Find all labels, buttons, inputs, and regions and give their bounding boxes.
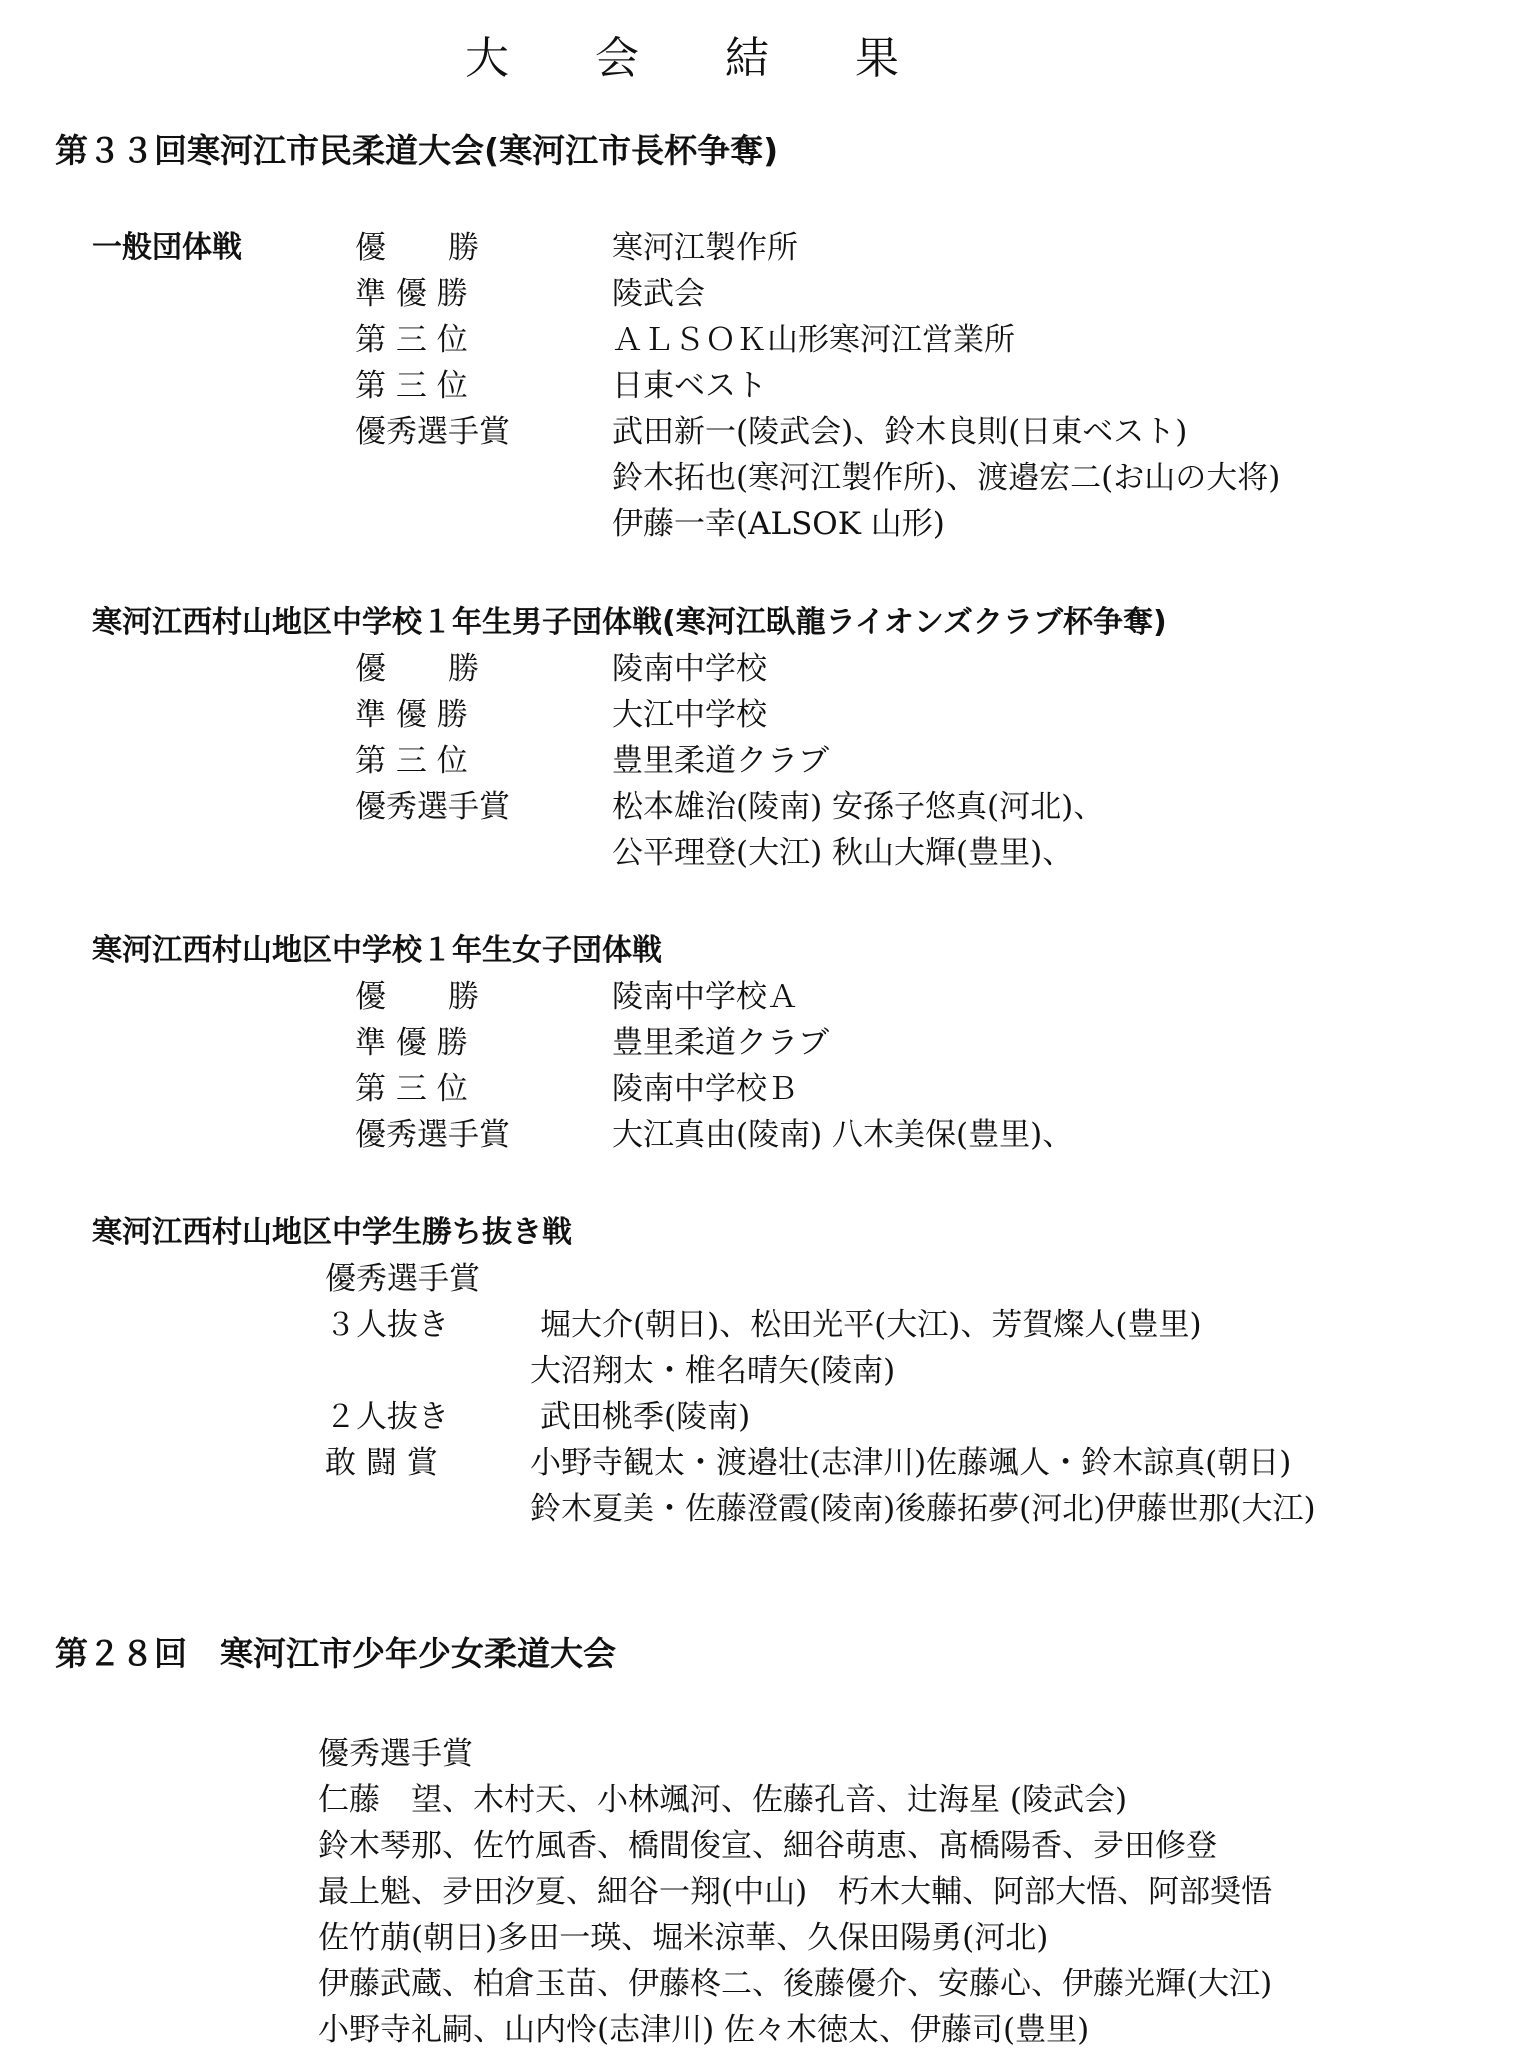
boys-value-mvp: 松本雄治(陵南) 安孫子悠真(河北)、: [612, 789, 1105, 825]
team-label-runner-up: 準 優 勝: [355, 276, 468, 312]
girls-value-winner: 陵南中学校Ａ: [612, 979, 798, 1015]
kachinuki-award: 優秀選手賞: [325, 1261, 480, 1297]
boys-label-runner-up: 準 優 勝: [355, 697, 468, 733]
girls-label-winner: 優 勝: [355, 979, 479, 1015]
boys-value-third: 豊里柔道クラブ: [612, 743, 829, 779]
team-label-winner: 優 勝: [355, 230, 479, 266]
kachinuki-three-2: 大沼翔太・椎名晴矢(陵南): [530, 1353, 896, 1389]
girls-label-runner-up: 準 優 勝: [355, 1025, 468, 1061]
kachinuki-fight-1: 小野寺観太・渡邉壮(志津川)佐藤颯人・鈴木諒真(朝日): [530, 1445, 1292, 1481]
boys-heading: 寒河江西村山地区中学校１年生男子団体戦(寒河江臥龍ライオンズクラブ杯争奪): [92, 605, 1167, 640]
kachinuki-three-1: 堀大介(朝日)、松田光平(大江)、芳賀燦人(豊里): [540, 1307, 1202, 1343]
team-value-third-1: ＡＬＳＯＫ山形寒河江営業所: [612, 322, 1015, 358]
team-value-winner: 寒河江製作所: [612, 230, 798, 266]
section2-line: 鈴木琴那、佐竹風香、橋間俊宣、細谷萌恵、髙橋陽香、夛田修登: [318, 1828, 1217, 1864]
section2-line: 小野寺礼嗣、山内怜(志津川) 佐々木徳太、伊藤司(豊里): [318, 2012, 1090, 2048]
section1-heading: 第３３回寒河江市民柔道大会(寒河江市長杯争奪): [55, 131, 779, 170]
girls-value-mvp: 大江真由(陵南) 八木美保(豊里)、: [612, 1117, 1074, 1153]
section2-line: 仁藤 望、木村天、小林颯河、佐藤孔音、辻海星 (陵武会): [318, 1782, 1128, 1818]
section2-line: 佐竹萠(朝日)多田一瑛、堀米涼華、久保田陽勇(河北): [318, 1920, 1049, 1956]
team-value-mvp: 武田新一(陵武会)、鈴木良則(日東ベスト): [612, 414, 1188, 450]
girls-value-third: 陵南中学校Ｂ: [612, 1071, 798, 1107]
team-label-mvp: 優秀選手賞: [355, 414, 510, 450]
section2-award: 優秀選手賞: [318, 1736, 473, 1772]
section2-line: 伊藤武蔵、柏倉玉苗、伊藤柊二、後藤優介、安藤心、伊藤光輝(大江): [318, 1966, 1273, 2002]
girls-value-runner-up: 豊里柔道クラブ: [612, 1025, 829, 1061]
girls-label-third: 第 三 位: [355, 1071, 468, 1107]
boys-value-winner: 陵南中学校: [612, 651, 767, 687]
section2-line: 最上魁、夛田汐夏、細谷一翔(中山) 朽木大輔、阿部大悟、阿部奨悟: [318, 1874, 1273, 1910]
team-value-third-2: 日東ベスト: [612, 368, 767, 404]
team-heading: 一般団体戦: [92, 230, 242, 265]
boys-mvp-extra: 公平理登(大江) 秋山大輝(豊里)、: [612, 835, 1074, 871]
boys-label-mvp: 優秀選手賞: [355, 789, 510, 825]
kachinuki-heading: 寒河江西村山地区中学生勝ち抜き戦: [92, 1215, 572, 1250]
kachinuki-fight-label: 敢 闘 賞: [325, 1445, 438, 1481]
team-value-runner-up: 陵武会: [612, 276, 705, 312]
team-label-third-2: 第 三 位: [355, 368, 468, 404]
girls-label-mvp: 優秀選手賞: [355, 1117, 510, 1153]
kachinuki-three-label: ３人抜き: [325, 1307, 449, 1343]
boys-label-third: 第 三 位: [355, 743, 468, 779]
kachinuki-fight-2: 鈴木夏美・佐藤澄霞(陵南)後藤拓夢(河北)伊藤世那(大江): [530, 1491, 1316, 1527]
boys-value-runner-up: 大江中学校: [612, 697, 767, 733]
kachinuki-two-label: ２人抜き: [325, 1399, 449, 1435]
team-label-third-1: 第 三 位: [355, 322, 468, 358]
girls-heading: 寒河江西村山地区中学校１年生女子団体戦: [92, 933, 662, 968]
team-mvp-extra-1: 鈴木拓也(寒河江製作所)、渡邉宏二(お山の大将): [612, 460, 1281, 496]
kachinuki-two-1: 武田桃季(陵南): [540, 1399, 751, 1435]
section2-heading: 第２８回 寒河江市少年少女柔道大会: [55, 1634, 616, 1673]
boys-label-winner: 優 勝: [355, 651, 479, 687]
team-mvp-extra-2: 伊藤一幸(ALSOK 山形): [612, 506, 945, 542]
page-title: 大 会 結 果: [465, 33, 935, 84]
